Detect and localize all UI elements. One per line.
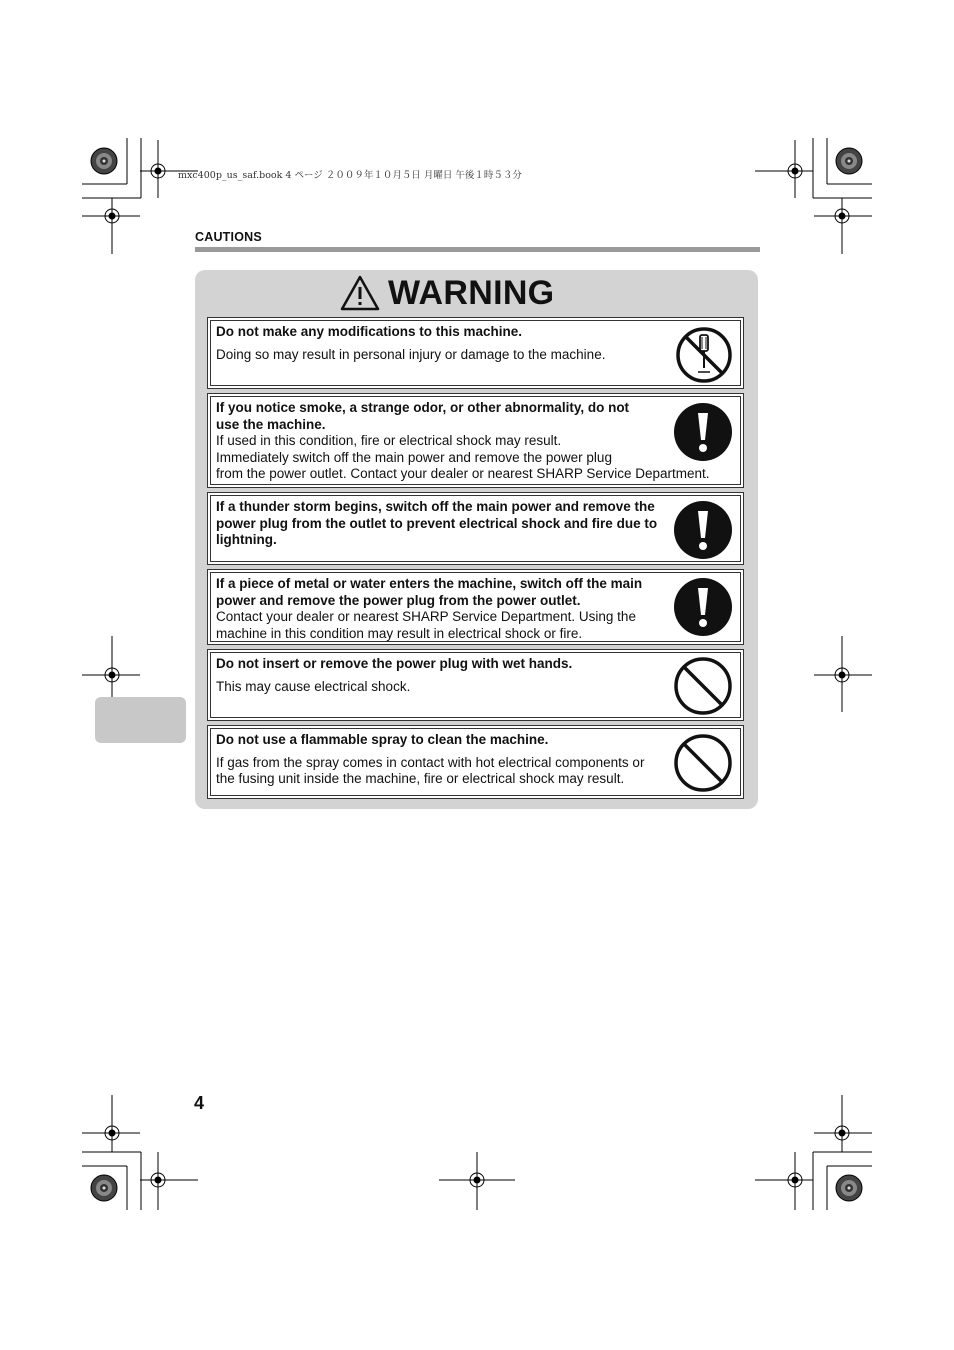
notice-body: Doing so may result in personal injury or damage to the machine. (216, 346, 606, 362)
mandatory-action-icon (673, 577, 733, 637)
notice-heading: If a thunder storm begins, switch off the main power and remove the power plug from the outlet to prevent electrical shock and fire due to lightning. (216, 499, 658, 547)
chapter-side-tab (95, 697, 186, 743)
warning-heading (340, 272, 554, 314)
page-number: 4 (194, 1093, 205, 1113)
notice-no-modification (207, 317, 744, 389)
notice-heading: Do not make any modifications to this machine. (216, 324, 523, 339)
prohibition-icon (673, 656, 733, 716)
notice-heading: If a piece of metal or water enters the machine, switch off the main power and remove the power plug from the power outlet. (216, 576, 643, 608)
notice-body-line: from the power outlet. Contact your dealer or nearest SHARP Service Department. (216, 466, 710, 481)
notice-metal-water (207, 569, 744, 645)
registration-starburst-icon (91, 148, 117, 174)
notice-heading: Do not insert or remove the power plug with wet hands. (216, 656, 573, 671)
warning-title: WARNING (388, 273, 555, 312)
notice-heading: If you notice smoke, a strange odor, or other abnormality, do not use the machine. (216, 400, 630, 432)
prohibition-icon (673, 733, 733, 793)
registration-starburst-icon (836, 148, 862, 174)
notice-body: This may cause electrical shock. (216, 678, 411, 694)
no-disassembly-icon (675, 326, 733, 384)
registration-starburst-icon (836, 1175, 862, 1201)
section-title: CAUTIONS (195, 230, 262, 244)
mandatory-action-icon (673, 500, 733, 560)
notice-body: Contact your dealer or nearest SHARP Service Department. Using the machine in this condition may result in electrical shock or fire. (216, 609, 636, 641)
notice-body-line: Immediately switch off the main power and remove the power plug (216, 449, 612, 465)
warning-triangle-icon (340, 275, 380, 311)
notice-body-line: If used in this condition, fire or electrical shock may result. (216, 433, 562, 448)
print-header: mxc400p_us_saf.book 4 ページ ２００９年１０月５日 月曜日 午後１時５３分 (178, 170, 522, 181)
notice-heading: Do not use a flammable spray to clean the machine. (216, 732, 549, 747)
mandatory-action-icon (673, 402, 733, 462)
section-divider (195, 247, 760, 252)
notice-wet-hands (207, 649, 744, 721)
registration-starburst-icon (91, 1175, 117, 1201)
notice-smoke-abnormality (207, 393, 744, 488)
notice-flammable-spray (207, 725, 744, 799)
notice-body: If gas from the spray comes in contact with hot electrical components or the fusing unit inside the machine, fire or electrical shock may result. (216, 754, 645, 786)
notice-thunderstorm (207, 492, 744, 565)
